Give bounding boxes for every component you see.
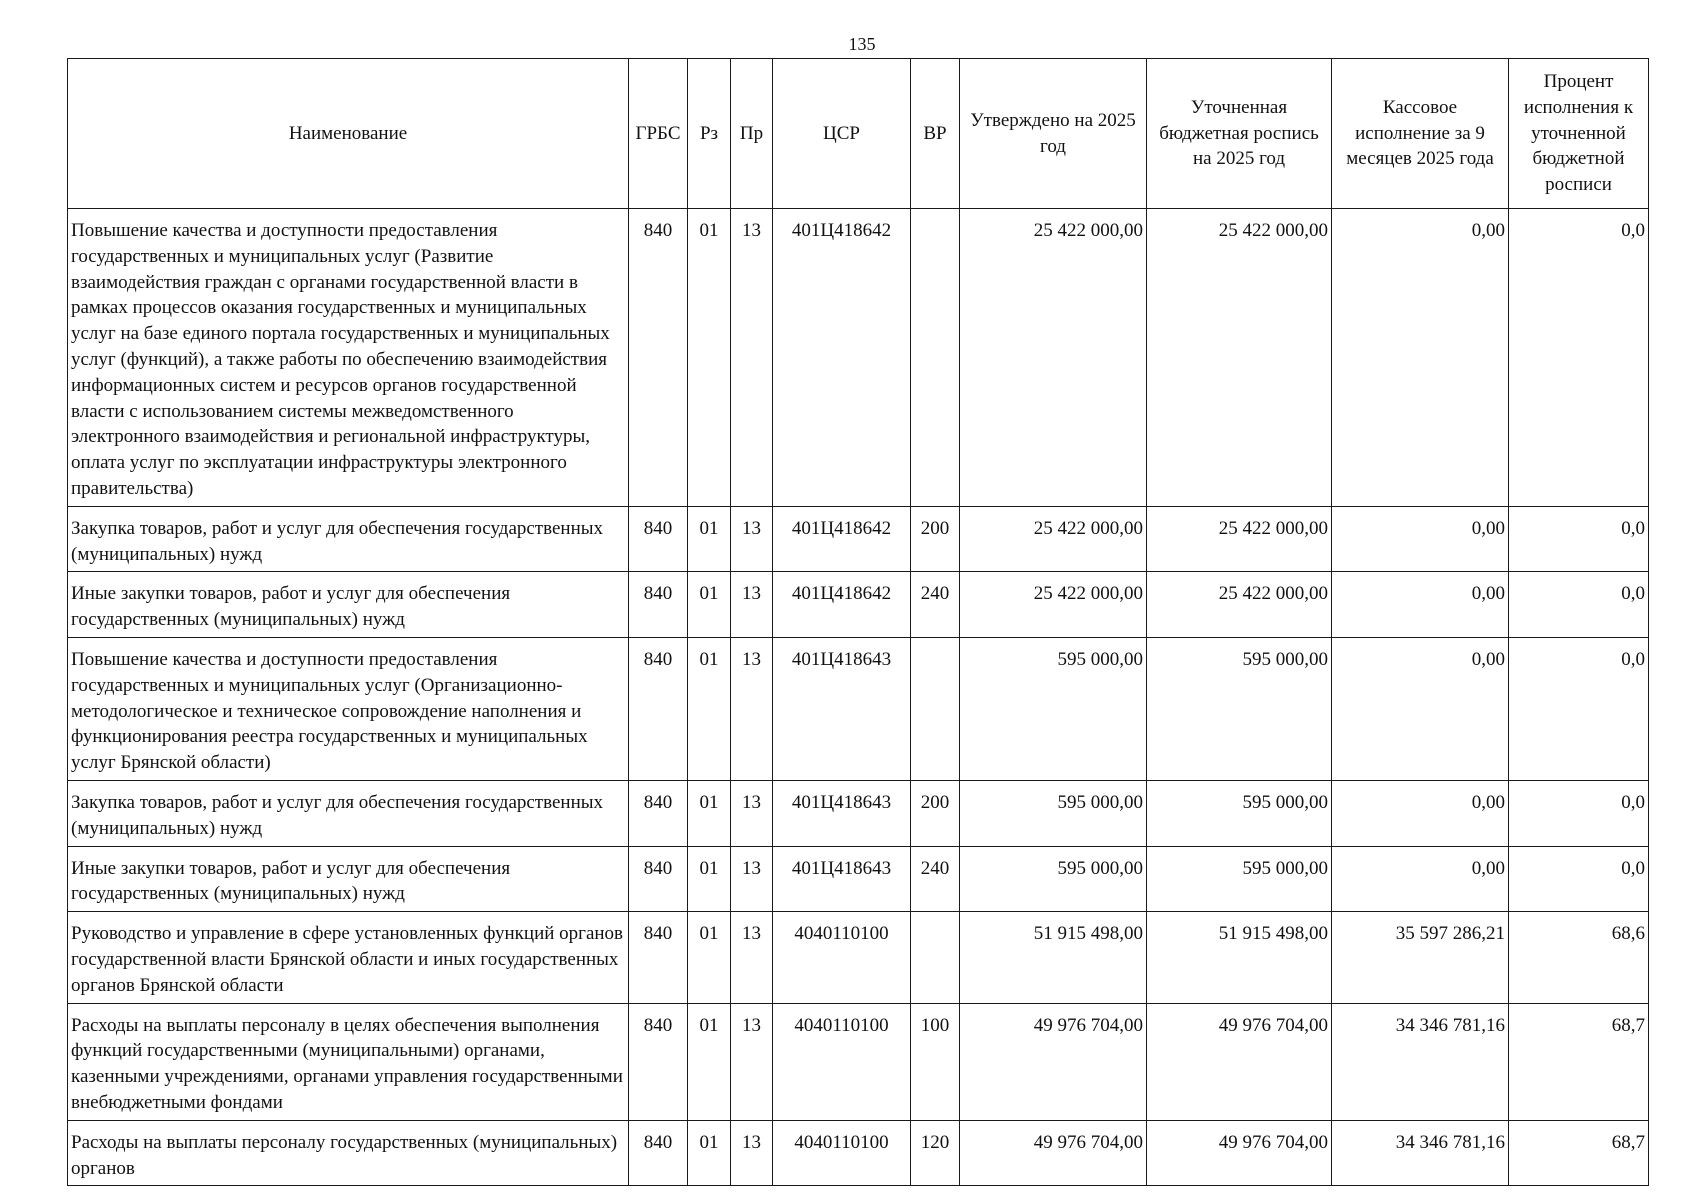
row-percent: 0,0 bbox=[1509, 780, 1649, 846]
header-name: Наименование bbox=[68, 59, 629, 209]
header-csr: ЦСР bbox=[773, 59, 911, 209]
row-refined: 595 000,00 bbox=[1147, 780, 1332, 846]
row-approved: 595 000,00 bbox=[960, 780, 1147, 846]
row-name: Расходы на выплаты персоналу государственных (муниципальных) органов bbox=[68, 1120, 629, 1186]
table-row bbox=[68, 637, 1649, 780]
row-rz: 01 bbox=[688, 572, 731, 638]
row-percent: 68,7 bbox=[1509, 1003, 1649, 1120]
row-rz: 01 bbox=[688, 1003, 731, 1120]
header-pr: Пр bbox=[731, 59, 773, 209]
row-cash: 35 597 286,21 bbox=[1332, 912, 1509, 1003]
page-number: 135 bbox=[848, 34, 876, 54]
row-pr: 13 bbox=[731, 506, 773, 572]
row-percent: 0,0 bbox=[1509, 209, 1649, 507]
row-approved: 595 000,00 bbox=[960, 637, 1147, 780]
row-approved: 25 422 000,00 bbox=[960, 572, 1147, 638]
table-row bbox=[68, 572, 1649, 638]
row-refined: 595 000,00 bbox=[1147, 846, 1332, 912]
row-grbs: 840 bbox=[629, 912, 688, 1003]
row-grbs: 840 bbox=[629, 1120, 688, 1186]
row-approved: 25 422 000,00 bbox=[960, 209, 1147, 507]
row-pr: 13 bbox=[731, 209, 773, 507]
table-row bbox=[68, 1120, 1649, 1186]
row-csr: 401Ц418643 bbox=[773, 637, 911, 780]
row-pr: 13 bbox=[731, 780, 773, 846]
row-name: Закупка товаров, работ и услуг для обеспечения государственных (муниципальных) нужд bbox=[68, 780, 629, 846]
row-vr: 120 bbox=[911, 1120, 960, 1186]
row-refined: 51 915 498,00 bbox=[1147, 912, 1332, 1003]
header-refined: Уточненная бюджетная роспись на 2025 год bbox=[1147, 59, 1332, 209]
row-approved: 49 976 704,00 bbox=[960, 1003, 1147, 1120]
row-vr: 200 bbox=[911, 780, 960, 846]
table-row bbox=[68, 209, 1649, 507]
row-name: Повышение качества и доступности предоставления государственных и муниципальных услуг (Организационно-методологическое и техническое сопровождение наполнения и функционирования реестра государственных и муниципальных услуг Брянской области) bbox=[68, 637, 629, 780]
row-csr: 4040110100 bbox=[773, 912, 911, 1003]
header-row bbox=[68, 59, 1649, 209]
row-refined: 49 976 704,00 bbox=[1147, 1003, 1332, 1120]
row-refined: 25 422 000,00 bbox=[1147, 506, 1332, 572]
row-vr: 200 bbox=[911, 506, 960, 572]
header-cash: Кассовое исполнение за 9 месяцев 2025 года bbox=[1332, 59, 1509, 209]
table-row bbox=[68, 780, 1649, 846]
row-rz: 01 bbox=[688, 637, 731, 780]
row-cash: 0,00 bbox=[1332, 506, 1509, 572]
row-name: Иные закупки товаров, работ и услуг для обеспечения государственных (муниципальных) нужд bbox=[68, 572, 629, 638]
row-csr: 401Ц418643 bbox=[773, 780, 911, 846]
row-vr bbox=[911, 912, 960, 1003]
row-pr: 13 bbox=[731, 912, 773, 1003]
row-pr: 13 bbox=[731, 846, 773, 912]
row-grbs: 840 bbox=[629, 780, 688, 846]
header-percent: Процент исполнения к уточненной бюджетной росписи bbox=[1509, 59, 1649, 209]
row-percent: 0,0 bbox=[1509, 506, 1649, 572]
row-name: Руководство и управление в сфере установленных функций органов государственной власти Брянской области и иных государственных органов Брянской области bbox=[68, 912, 629, 1003]
row-name: Закупка товаров, работ и услуг для обеспечения государственных (муниципальных) нужд bbox=[68, 506, 629, 572]
row-csr: 401Ц418642 bbox=[773, 506, 911, 572]
row-pr: 13 bbox=[731, 637, 773, 780]
header-rz: Рз bbox=[688, 59, 731, 209]
header-vr: ВР bbox=[911, 59, 960, 209]
row-name: Повышение качества и доступности предоставления государственных и муниципальных услуг (Развитие взаимодействия граждан с органами государственной власти в рамках процессов оказания государственных и муниципальных услуг на базе единого портала государственных и муниципальных услуг (функций), а также работы по обеспечению взаимодействия информационных систем и ресурсов органов государственной власти с использованием системы межведомственного электронного взаимодействия и региональной инфраструктуры, оплата услуг по эксплуатации инфраструктуры электронного правительства) bbox=[68, 209, 629, 507]
row-approved: 49 976 704,00 bbox=[960, 1120, 1147, 1186]
row-csr: 4040110100 bbox=[773, 1120, 911, 1186]
budget-table bbox=[67, 58, 1649, 1186]
row-percent: 0,0 bbox=[1509, 846, 1649, 912]
row-grbs: 840 bbox=[629, 1003, 688, 1120]
row-name: Иные закупки товаров, работ и услуг для обеспечения государственных (муниципальных) нужд bbox=[68, 846, 629, 912]
table-row bbox=[68, 912, 1649, 1003]
row-refined: 25 422 000,00 bbox=[1147, 572, 1332, 638]
table-row bbox=[68, 846, 1649, 912]
row-name: Расходы на выплаты персоналу в целях обеспечения выполнения функций государственными (муниципальными) органами, казенными учреждениями, органами управления государственными внебюджетными фондами bbox=[68, 1003, 629, 1120]
row-cash: 0,00 bbox=[1332, 780, 1509, 846]
row-cash: 34 346 781,16 bbox=[1332, 1003, 1509, 1120]
row-grbs: 840 bbox=[629, 637, 688, 780]
row-csr: 401Ц418642 bbox=[773, 572, 911, 638]
row-cash: 0,00 bbox=[1332, 637, 1509, 780]
row-cash: 34 346 781,16 bbox=[1332, 1120, 1509, 1186]
row-approved: 25 422 000,00 bbox=[960, 506, 1147, 572]
row-rz: 01 bbox=[688, 209, 731, 507]
row-rz: 01 bbox=[688, 912, 731, 1003]
row-cash: 0,00 bbox=[1332, 846, 1509, 912]
row-csr: 4040110100 bbox=[773, 1003, 911, 1120]
row-grbs: 840 bbox=[629, 209, 688, 507]
row-pr: 13 bbox=[731, 572, 773, 638]
row-csr: 401Ц418642 bbox=[773, 209, 911, 507]
row-grbs: 840 bbox=[629, 506, 688, 572]
table-row bbox=[68, 506, 1649, 572]
header-approved: Утверждено на 2025 год bbox=[960, 59, 1147, 209]
row-refined: 49 976 704,00 bbox=[1147, 1120, 1332, 1186]
row-percent: 0,0 bbox=[1509, 572, 1649, 638]
row-percent: 0,0 bbox=[1509, 637, 1649, 780]
row-percent: 68,7 bbox=[1509, 1120, 1649, 1186]
row-cash: 0,00 bbox=[1332, 209, 1509, 507]
row-approved: 595 000,00 bbox=[960, 846, 1147, 912]
row-refined: 595 000,00 bbox=[1147, 637, 1332, 780]
row-pr: 13 bbox=[731, 1120, 773, 1186]
row-vr: 240 bbox=[911, 846, 960, 912]
row-grbs: 840 bbox=[629, 846, 688, 912]
row-rz: 01 bbox=[688, 1120, 731, 1186]
row-cash: 0,00 bbox=[1332, 572, 1509, 638]
row-vr: 240 bbox=[911, 572, 960, 638]
row-percent: 68,6 bbox=[1509, 912, 1649, 1003]
row-rz: 01 bbox=[688, 506, 731, 572]
row-rz: 01 bbox=[688, 846, 731, 912]
row-vr: 100 bbox=[911, 1003, 960, 1120]
row-grbs: 840 bbox=[629, 572, 688, 638]
row-rz: 01 bbox=[688, 780, 731, 846]
row-vr bbox=[911, 209, 960, 507]
row-pr: 13 bbox=[731, 1003, 773, 1120]
row-approved: 51 915 498,00 bbox=[960, 912, 1147, 1003]
header-grbs: ГРБС bbox=[629, 59, 688, 209]
row-vr bbox=[911, 637, 960, 780]
row-refined: 25 422 000,00 bbox=[1147, 209, 1332, 507]
row-csr: 401Ц418643 bbox=[773, 846, 911, 912]
table-row bbox=[68, 1003, 1649, 1120]
